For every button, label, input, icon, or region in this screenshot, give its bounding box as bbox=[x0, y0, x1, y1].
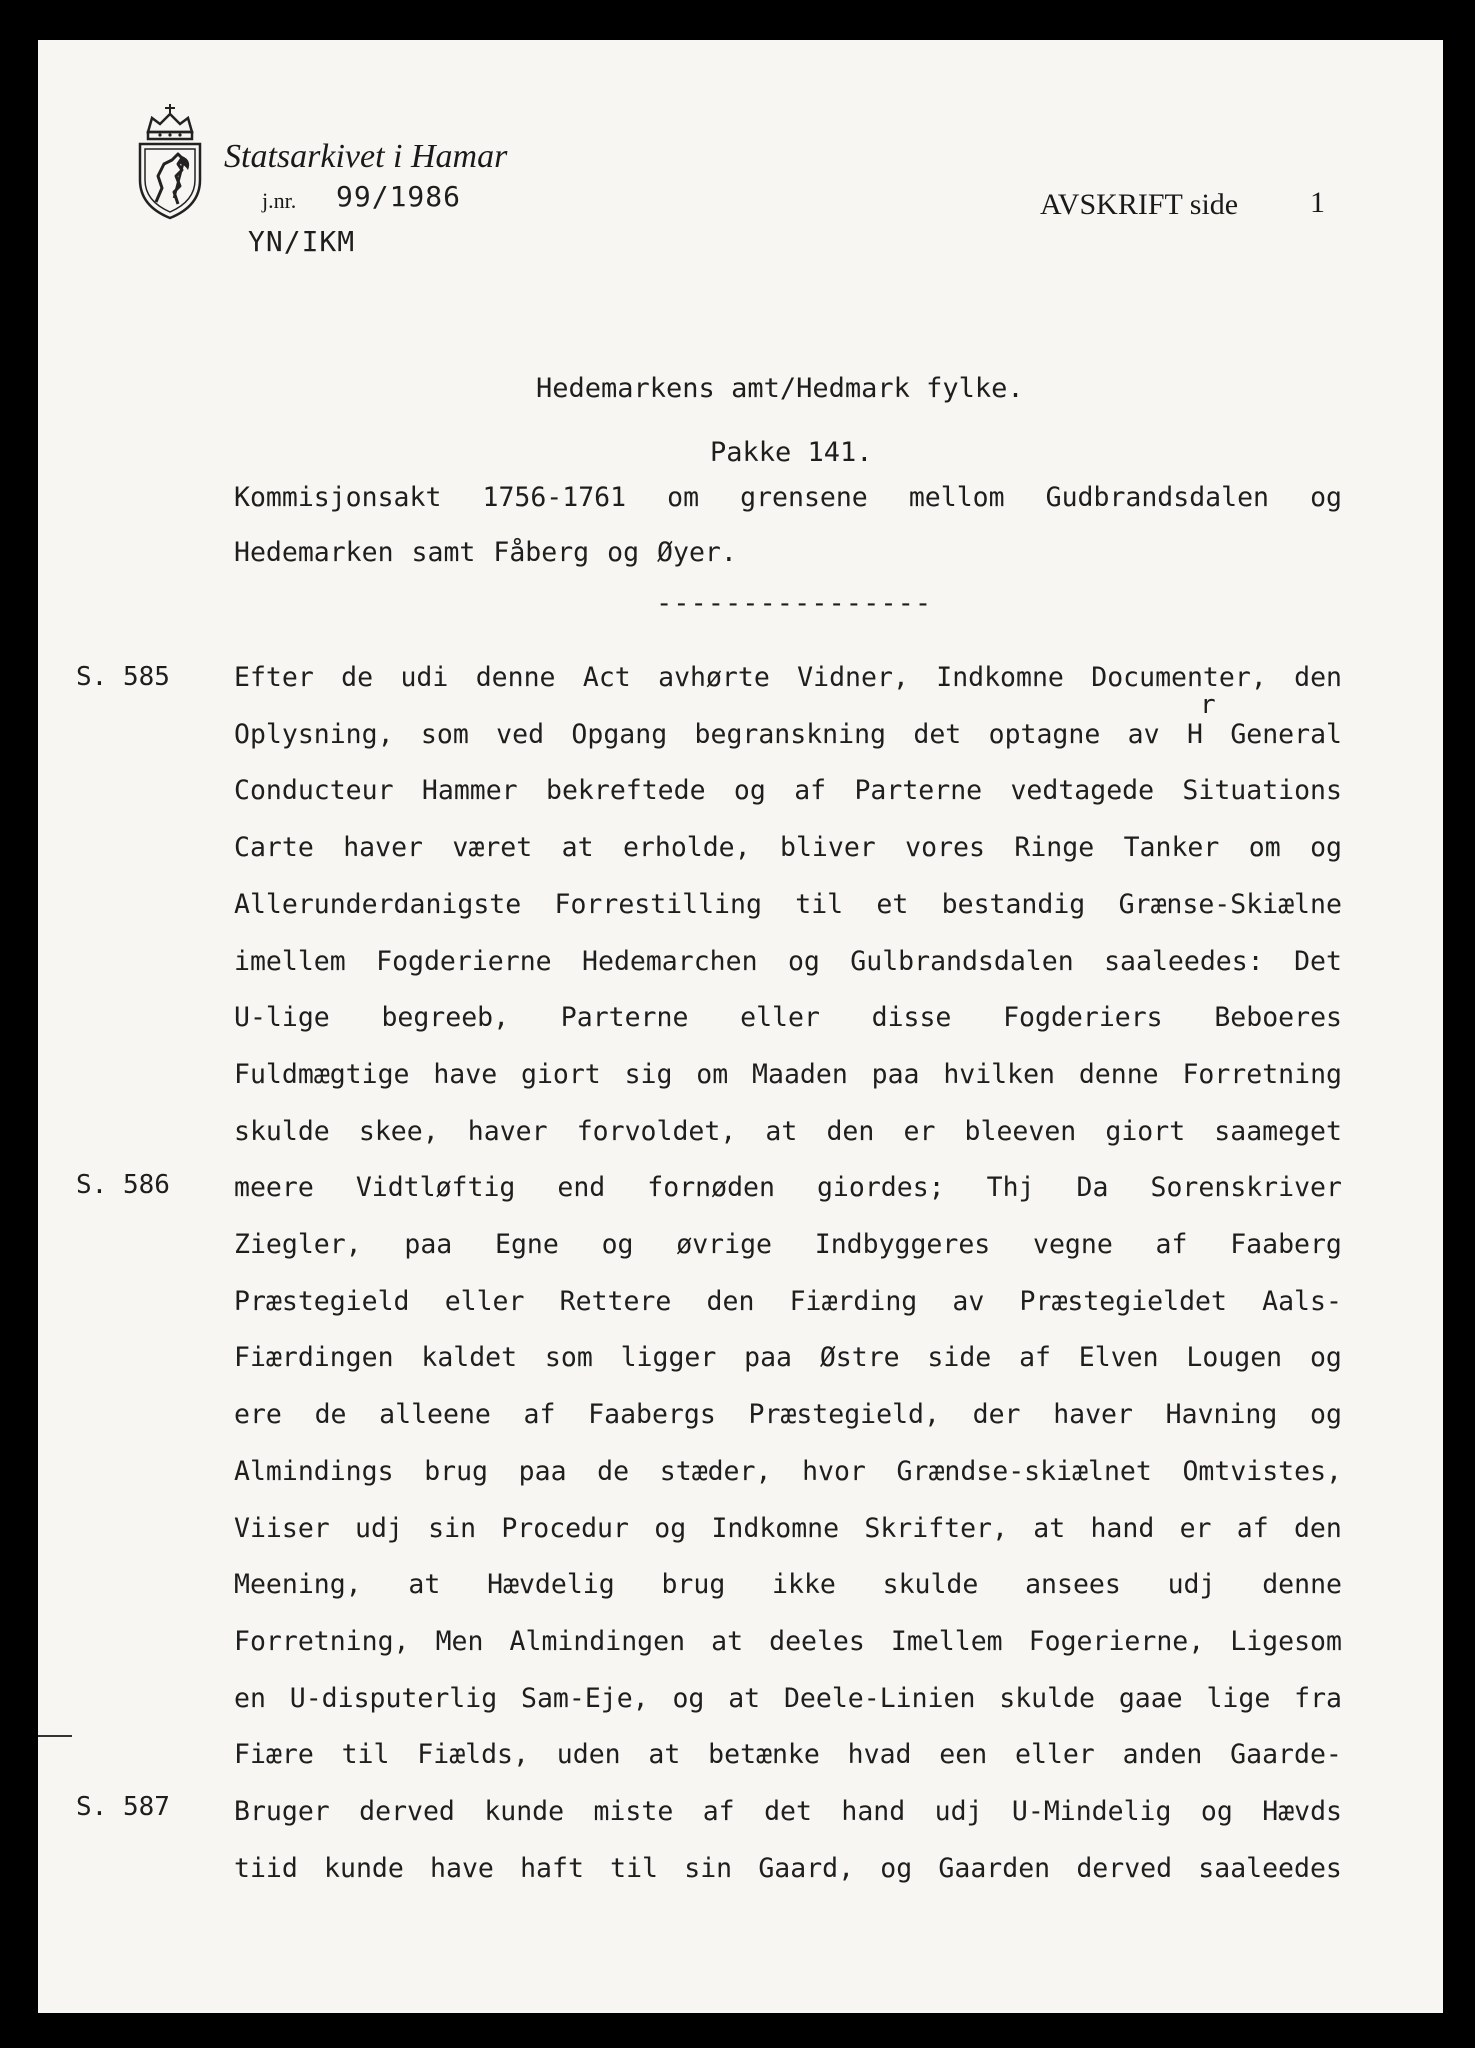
body-line: Conducteur Hammer bekreftede og af Parterne vedtagede Situations bbox=[234, 775, 1342, 806]
body-line: Ziegler, paa Egne og øvrige Indbyggeres vegne af Faaberg bbox=[234, 1229, 1342, 1260]
body-line: Bruger derved kunde miste af det hand udj U-Mindelig og Hævds bbox=[234, 1796, 1342, 1827]
body-line: meere Vidtløftig end fornøden giordes; Thj Da Sorenskriver bbox=[234, 1172, 1342, 1203]
body-line: Fiære til Fiælds, uden at betænke hvad een eller anden Gaarde- bbox=[234, 1739, 1342, 1770]
package-number: Pakke 141. bbox=[710, 437, 873, 468]
journal-number-label: j.nr. bbox=[262, 188, 297, 213]
document-title: Hedemarkens amt/Hedmark fylke. bbox=[536, 373, 1024, 404]
body-line: Oplysning, som ved Opgang begranskning det optagne av H General bbox=[234, 719, 1342, 750]
page-reference: S. 585 bbox=[76, 662, 170, 692]
journal-number: 99/1986 bbox=[336, 180, 462, 213]
body-line: U-lige begreeb, Parterne eller disse Fogderiers Beboeres bbox=[234, 1002, 1342, 1033]
body-line: Præstegield eller Rettere den Fiærding av Præstegieldet Aals- bbox=[234, 1286, 1342, 1317]
body-line: skulde skee, haver forvoldet, at den er bleeven giort saameget bbox=[234, 1116, 1342, 1147]
superscript-r: r bbox=[1200, 690, 1216, 720]
body-line: Meening, at Hævdelig brug ikke skulde ansees udj denne bbox=[234, 1569, 1342, 1600]
body-line: Almindings brug paa de stæder, hvor Grændse-skiælnet Omtvistes, bbox=[234, 1456, 1342, 1487]
body-line: Fiærdingen kaldet som ligger paa Østre side af Elven Lougen og bbox=[234, 1342, 1342, 1373]
body-line: Carte haver været at erholde, bliver vores Ringe Tanker om og bbox=[234, 832, 1342, 863]
body-line: en U-disputerlig Sam-Eje, og at Deele-Linien skulde gaae lige fra bbox=[234, 1683, 1342, 1714]
body-line: Forretning, Men Almindingen at deeles Imellem Fogerierne, Ligesom bbox=[234, 1626, 1342, 1657]
body-line: ere de alleene af Faabergs Præstegield, der haver Havning og bbox=[234, 1399, 1342, 1430]
page-reference: S. 587 bbox=[76, 1792, 170, 1822]
body-line: tiid kunde have haft til sin Gaard, og Gaarden derved saaleedes bbox=[234, 1853, 1342, 1884]
body-line: Efter de udi denne Act avhørte Vidner, Indkomne Documenter, den bbox=[234, 662, 1342, 693]
archive-name: Statsarkivet i Hamar bbox=[224, 138, 508, 175]
norwegian-coat-of-arms-icon bbox=[134, 102, 206, 222]
initials: YN/IKM bbox=[248, 225, 356, 258]
body-line: Allerunderdanigste Forrestilling til et bestandig Grænse-Skiælne bbox=[234, 889, 1342, 920]
body-line: Viiser udj sin Procedur og Indkomne Skrifter, at hand er af den bbox=[234, 1513, 1342, 1544]
body-line: Fuldmægtige have giort sig om Maaden paa hvilken denne Forretning bbox=[234, 1059, 1342, 1090]
margin-tick-mark bbox=[38, 1735, 72, 1737]
page-number: 1 bbox=[1310, 186, 1325, 219]
body-line: imellem Fogderierne Hedemarchen og Gulbrandsdalen saaleedes: Det bbox=[234, 946, 1342, 977]
subtitle-line: Kommisjonsakt 1756-1761 om grensene mellom Gudbrandsdalen og bbox=[234, 482, 1342, 513]
separator-line: ---------------- bbox=[656, 588, 933, 619]
transcript-label: AVSKRIFT side bbox=[1040, 188, 1239, 221]
document-page bbox=[38, 40, 1443, 2013]
subtitle-line: Hedemarken samt Fåberg og Øyer. bbox=[234, 537, 737, 568]
page-reference: S. 586 bbox=[76, 1170, 170, 1200]
